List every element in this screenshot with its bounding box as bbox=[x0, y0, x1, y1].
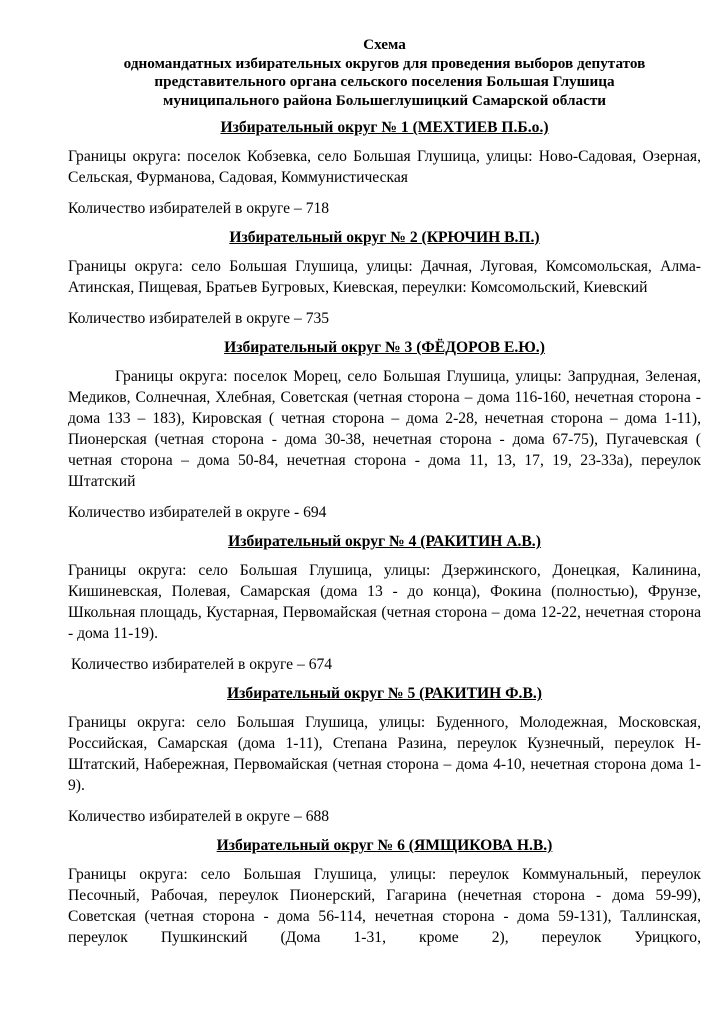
district-bounds: Границы округа: поселок Морец, село Большая Глушица, улицы: Запрудная, Зеленая, Медиков, Солнечная, Хлебная, Советская (четная сторона – дома 116-160, нечетная сторона - дома 133 – 183), Кировская ( четная сторона – дома 2-28, нечетная сторона – дома 1-11), Пионерская (четная сторона - дома 30-38, нечетная сторона - дома 67-75), Пугачевская ( четная сторона – дома 50-84, нечетная сторона - дома 11, 13, 17, 19, 23-33а), переулок Штатский bbox=[68, 368, 701, 490]
district-bounds: Границы округа: поселок Кобзевка, село Большая Глушица, улицы: Ново-Садовая, Озерная, Сельская, Фурманова, Садовая, Коммунистическая bbox=[68, 148, 701, 186]
voter-count: Количество избирателей в округе – 718 bbox=[68, 200, 330, 217]
district-heading: Избирательный округ № 4 (РАКИТИН А.В.) bbox=[228, 533, 541, 550]
voter-count: Количество избирателей в округе – 674 bbox=[71, 656, 333, 673]
voter-count: Количество избирателей в округе - 694 bbox=[68, 504, 327, 521]
district-3 bbox=[68, 339, 701, 523]
district-1 bbox=[68, 119, 701, 219]
district-heading: Избирательный округ № 1 (МЕХТИЕВ П.Б.о.) bbox=[220, 119, 549, 136]
document-page bbox=[68, 36, 701, 948]
title-line: одномандатных избирательных округов для проведения выборов депутатов bbox=[123, 54, 646, 72]
title-line: Схема bbox=[363, 36, 406, 53]
district-2 bbox=[68, 229, 701, 329]
district-bounds: Границы округа: село Большая Глушица, улицы: Буденного, Молодежная, Московская, Российская, Самарская (дома 1-11), Степана Разина, переулок Кузнечный, переулок Н-Штатский, Набережная, Первомайская (четная сторона – дома 4-10, нечетная сторона дома 1-9). bbox=[68, 714, 701, 794]
title-line: муниципального района Большеглушицкий Самарской области bbox=[162, 91, 607, 109]
title-line: представительного органа сельского поселения Большая Глушица bbox=[154, 73, 615, 90]
district-bounds: Границы округа: село Большая Глушица, улицы: переулок Коммунальный, переулок Песочный, Рабочая, переулок Пионерский, Гагарина (нечетная сторона - дома 59-99), Советская (четная сторона - дома 56-114, нечетная сторона - дома 59-131), Таллинская, переулок Пушкинский (Дома 1-31, кроме 2), переулок Урицкого, bbox=[68, 866, 701, 946]
voter-count: Количество избирателей в округе – 735 bbox=[68, 310, 330, 327]
district-4 bbox=[68, 533, 701, 675]
voter-count: Количество избирателей в округе – 688 bbox=[68, 808, 330, 825]
district-heading: Избирательный округ № 6 (ЯМЩИКОВА Н.В.) bbox=[216, 837, 553, 854]
district-bounds: Границы округа: село Большая Глушица, улицы: Дачная, Луговая, Комсомольская, Алма-Атинская, Пищевая, Братьев Бугровых, Киевская, переулки: Комсомольский, Киевский bbox=[68, 258, 701, 296]
district-heading: Избирательный округ № 5 (РАКИТИН Ф.В.) bbox=[227, 685, 542, 702]
district-5 bbox=[68, 685, 701, 827]
document-title bbox=[68, 36, 701, 110]
district-heading: Избирательный округ № 3 (ФЁДОРОВ Е.Ю.) bbox=[224, 339, 545, 356]
district-bounds: Границы округа: село Большая Глушица, улицы: Дзержинского, Донецкая, Калинина, Кишиневская, Полевая, Самарская (дома 13 - до конца), Фокина (полностью), Фрунзе, Школьная площадь, Кустарная, Первомайская (четная сторона – дома 12-22, нечетная сторона - дома 11-19). bbox=[68, 562, 701, 642]
district-6 bbox=[68, 837, 701, 948]
district-heading: Избирательный округ № 2 (КРЮЧИН В.П.) bbox=[229, 229, 540, 246]
